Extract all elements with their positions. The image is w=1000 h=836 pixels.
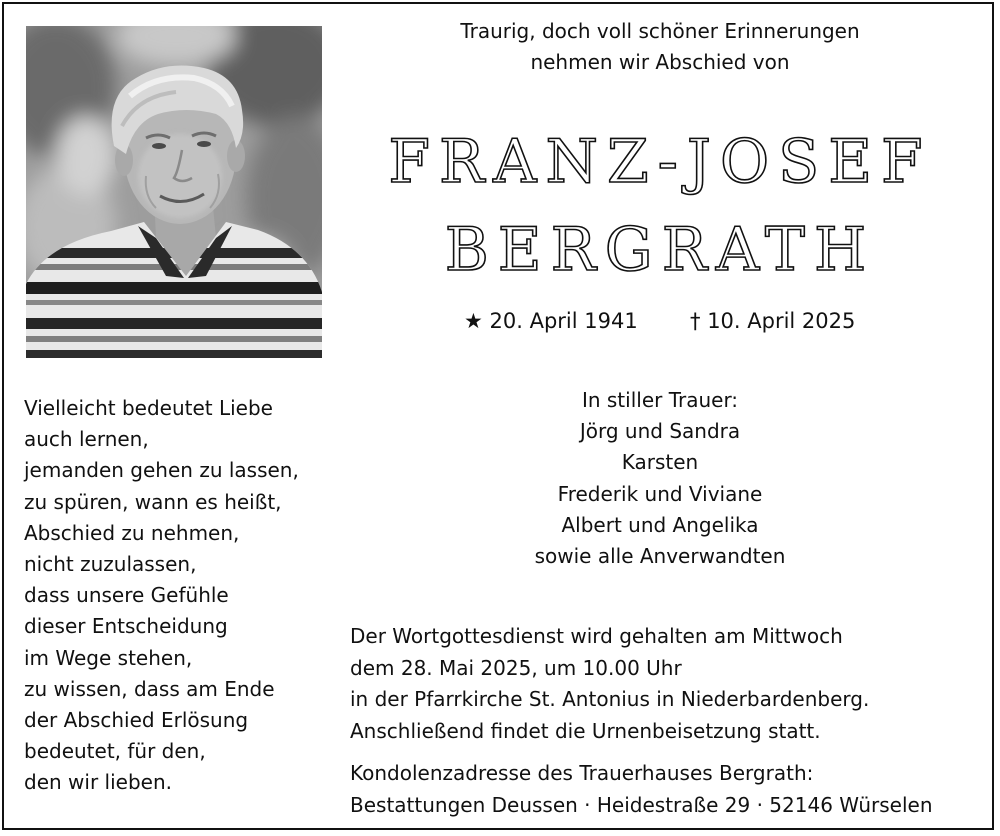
mourner: Karsten (621, 450, 699, 475)
service-line: in der Pfarrkirche St. Antonius in Niederbardenberg. (350, 687, 870, 711)
mourners-list (350, 385, 970, 572)
condolence-line: Kondolenzadresse des Trauerhauses Bergrath: (350, 761, 814, 785)
intro-line: nehmen wir Abschied von (530, 50, 790, 74)
deceased-first-name: FRANZ-JOSEF (388, 127, 932, 197)
poem-line: zu wissen, dass am Ende (24, 676, 275, 701)
poem-line: dass unsere Gefühle (24, 583, 229, 608)
birth-date-text: 20. April 1941 (489, 309, 638, 333)
mourner: Albert und Angelika (561, 512, 759, 537)
deceased-last-name: BERGRATH (444, 215, 876, 285)
service-info (350, 621, 980, 747)
service-line: Anschließend findet die Urnenbeisetzung statt. (350, 718, 821, 743)
poem-line: Vielleicht bedeutet Liebe (24, 396, 273, 420)
poem-line: Abschied zu nehmen, (24, 520, 240, 545)
poem-line: auch lernen, (24, 427, 149, 452)
condolence-line: Bestattungen Deussen · Heidestraße 29 · 52146 Würselen (350, 792, 933, 817)
poem (24, 393, 344, 799)
poem-line: dieser Entscheidung (24, 614, 228, 639)
death-date (690, 305, 855, 337)
service-line: Der Wortgottesdienst wird gehalten am Mittwoch (350, 624, 843, 648)
service-line: dem 28. Mai 2025, um 10.00 Uhr (350, 655, 682, 680)
star-icon: ★ (464, 309, 483, 333)
poem-line: im Wege stehen, (24, 645, 193, 670)
cross-icon: † (690, 309, 701, 333)
portrait-photo (26, 26, 322, 358)
mourner: sowie alle Anverwandten (534, 544, 786, 569)
poem-line: zu spüren, wann es heißt, (24, 489, 282, 514)
mourner: Jörg und Sandra (579, 419, 741, 444)
mourners-heading: In stiller Trauer: (581, 388, 739, 412)
birth-date (464, 305, 638, 337)
intro-line: Traurig, doch voll schöner Erinnerungen (460, 19, 860, 43)
intro-text (350, 16, 970, 78)
condolence-address (350, 758, 980, 821)
poem-line: nicht zuzulassen, (24, 552, 197, 577)
poem-line: den wir lieben. (24, 770, 172, 795)
death-date-text: 10. April 2025 (707, 309, 856, 333)
mourner: Frederik und Viviane (557, 481, 763, 506)
poem-line: jemanden gehen zu lassen, (24, 458, 299, 483)
poem-line: bedeutet, für den, (24, 739, 206, 764)
poem-line: der Abschied Erlösung (24, 708, 249, 733)
deceased-name (350, 118, 970, 294)
